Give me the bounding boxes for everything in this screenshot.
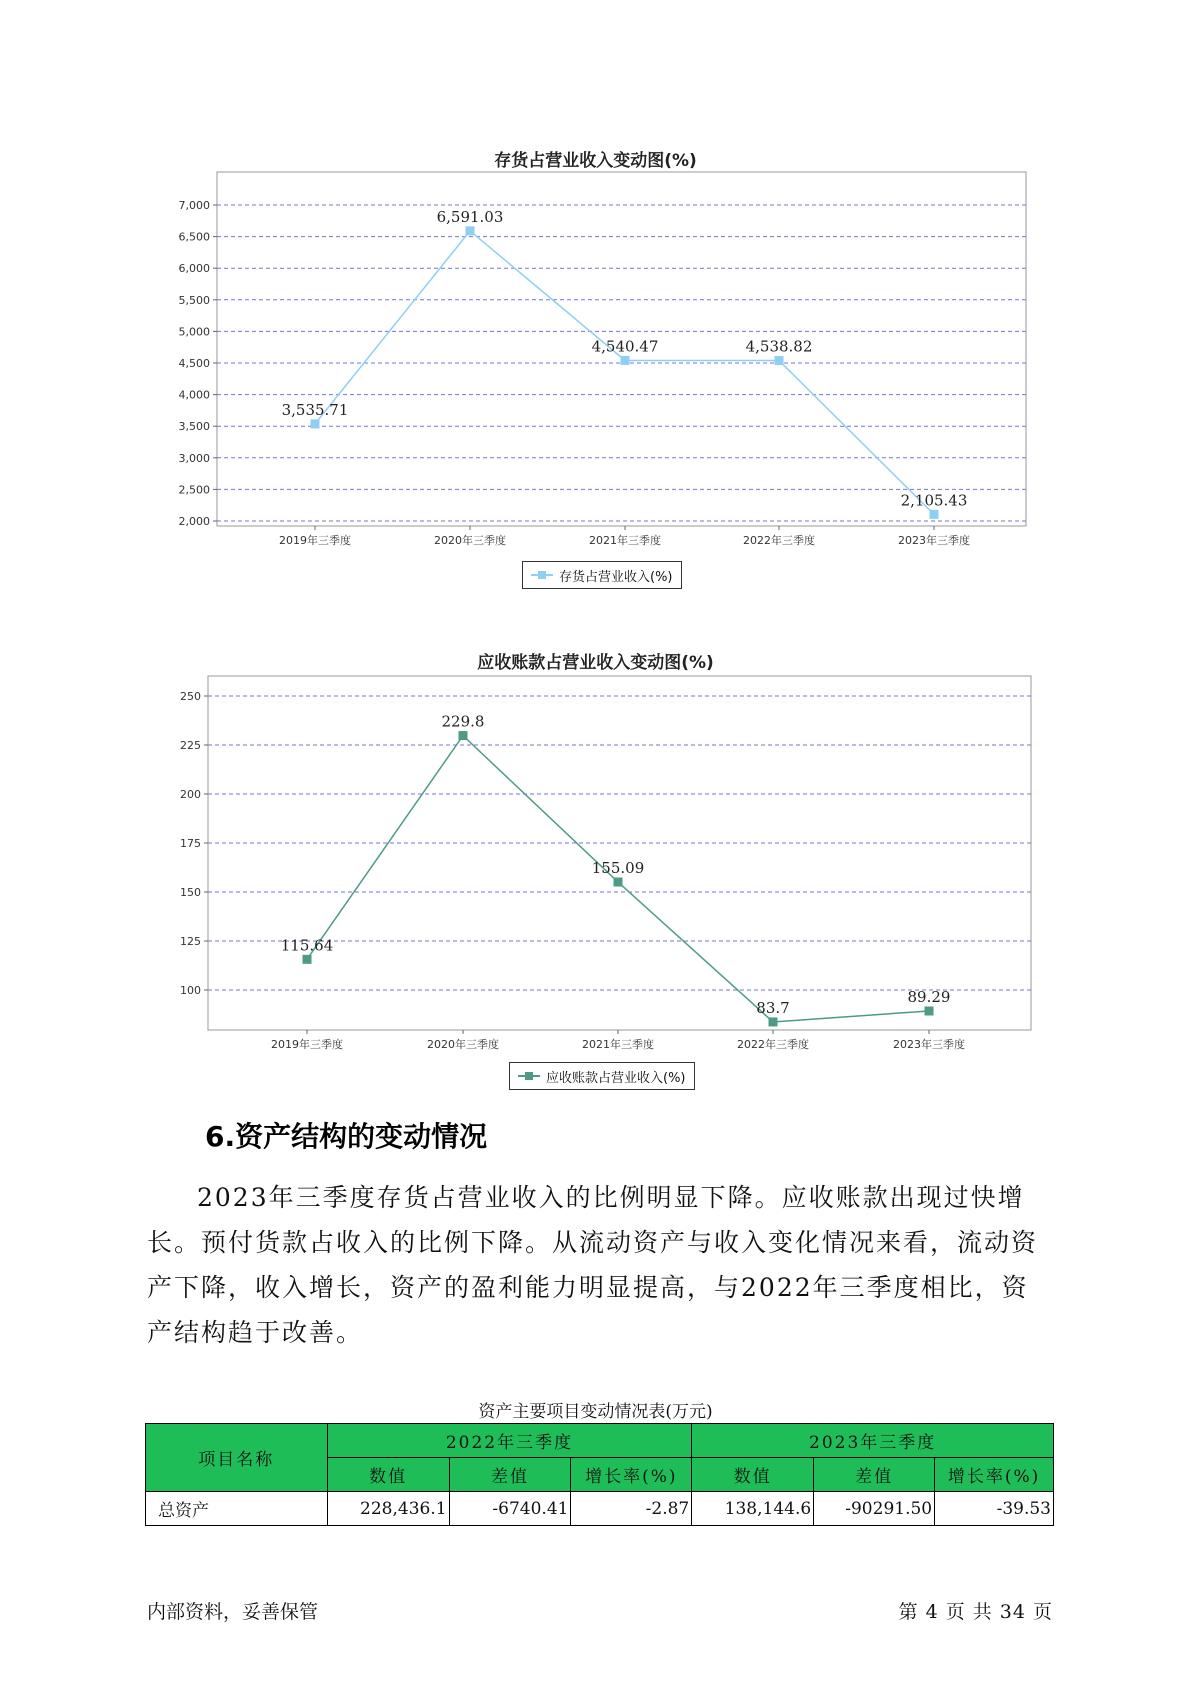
col-header-item: 项目名称 [146, 1424, 328, 1492]
y-tick-label: 6,000 [178, 262, 210, 276]
table-row [146, 1492, 1054, 1526]
col-header-period-2023: 2023年三季度 [692, 1424, 1054, 1458]
sub-header: 增长率(%) [571, 1458, 692, 1492]
sub-header: 增长率(%) [935, 1458, 1054, 1492]
x-tick-label: 2021年三季度 [589, 534, 661, 547]
y-tick-label: 7,000 [178, 199, 210, 212]
y-tick-label: 125 [180, 935, 201, 948]
chart-1-legend-label: 存货占营业收入(%) [559, 569, 673, 585]
x-tick-label: 2020年三季度 [434, 534, 506, 547]
x-tick-label: 2022年三季度 [743, 534, 815, 547]
y-tick-label: 3,000 [178, 451, 210, 465]
y-tick-label: 150 [180, 886, 201, 899]
table-cell: -90291.50 [814, 1492, 935, 1526]
x-tick-label: 2019年三季度 [279, 534, 351, 547]
asset-change-table [145, 1423, 1054, 1526]
x-tick-label: 2020年三季度 [427, 1038, 499, 1051]
chart-2-title: 应收账款占营业收入变动图(%) [477, 653, 714, 673]
y-tick-label: 100 [180, 984, 201, 997]
data-label: 155.09 [591, 859, 645, 878]
data-label: 229.8 [441, 712, 485, 731]
data-label: 115.64 [280, 936, 334, 955]
table-cell: -6740.41 [449, 1492, 571, 1526]
col-header-period-2022: 2022年三季度 [327, 1424, 692, 1458]
table-caption: 资产主要项目变动情况表(万元) [478, 1402, 713, 1422]
y-tick-label: 2,500 [178, 483, 210, 497]
chart-2-legend-label: 应收账款占营业收入(%) [546, 1070, 686, 1086]
data-label: 89.29 [907, 987, 951, 1006]
data-point [925, 1006, 934, 1015]
chart-1-title: 存货占营业收入变动图(%) [494, 151, 697, 171]
data-label: 4,540.47 [591, 337, 659, 356]
x-tick-label: 2019年三季度 [271, 1038, 343, 1051]
legend-line-swatch [518, 1075, 540, 1077]
x-tick-label: 2023年三季度 [898, 534, 970, 547]
section-paragraph: 2023年三季度存货占营业收入的比例明显下降。应收账款出现过快增长。预付货款占收入的比例下降。从流动资产与收入变化情况来看，流动资产下降，收入增长，资产的盈利能力明显提高，与2022年三季度相比，资产结构趋于改善。 [147, 1183, 1039, 1347]
data-label: 83.7 [756, 998, 790, 1017]
sub-header: 数值 [692, 1458, 814, 1492]
y-tick-label: 2,000 [178, 515, 210, 528]
sub-header: 数值 [327, 1458, 449, 1492]
chart-2-legend [509, 1062, 695, 1090]
x-tick-label: 2023年三季度 [893, 1038, 965, 1051]
legend-marker [525, 1072, 533, 1080]
footer-page-number: 第 4 页 共 34 页 [898, 1601, 1053, 1623]
data-label: 6,591.03 [436, 207, 504, 226]
footer-confidential-note: 内部资料，妥善保管 [147, 1601, 319, 1623]
data-label: 3,535.71 [281, 400, 349, 419]
data-point [769, 1017, 778, 1026]
section-heading: 6.资产结构的变动情况 [205, 1120, 488, 1153]
sub-header: 差值 [814, 1458, 935, 1492]
data-point [459, 731, 468, 740]
table-cell: 228,436.1 [327, 1492, 449, 1526]
y-tick-label: 3,500 [178, 420, 210, 434]
y-tick-label: 4,500 [178, 357, 210, 370]
x-tick-label: 2021年三季度 [582, 1038, 654, 1051]
y-tick-label: 250 [180, 690, 201, 703]
y-tick-label: 200 [180, 788, 201, 801]
y-tick-label: 4,000 [178, 388, 210, 402]
table-cell: -2.87 [571, 1492, 692, 1526]
plot-area [208, 676, 1031, 1030]
table-cell: -39.53 [935, 1492, 1054, 1526]
y-tick-label: 225 [180, 739, 201, 752]
y-tick-label: 175 [180, 837, 201, 850]
data-point [303, 955, 312, 964]
table-cell: 138,144.6 [692, 1492, 814, 1526]
y-tick-label: 6,500 [178, 230, 210, 244]
y-tick-label: 5,500 [178, 293, 210, 307]
y-tick-label: 5,000 [178, 325, 210, 339]
data-point [614, 878, 623, 887]
x-tick-label: 2022年三季度 [737, 1038, 809, 1051]
data-label: 2,105.43 [900, 491, 968, 510]
data-label: 4,538.82 [745, 337, 813, 356]
row-name: 总资产 [146, 1492, 328, 1526]
sub-header: 差值 [449, 1458, 571, 1492]
